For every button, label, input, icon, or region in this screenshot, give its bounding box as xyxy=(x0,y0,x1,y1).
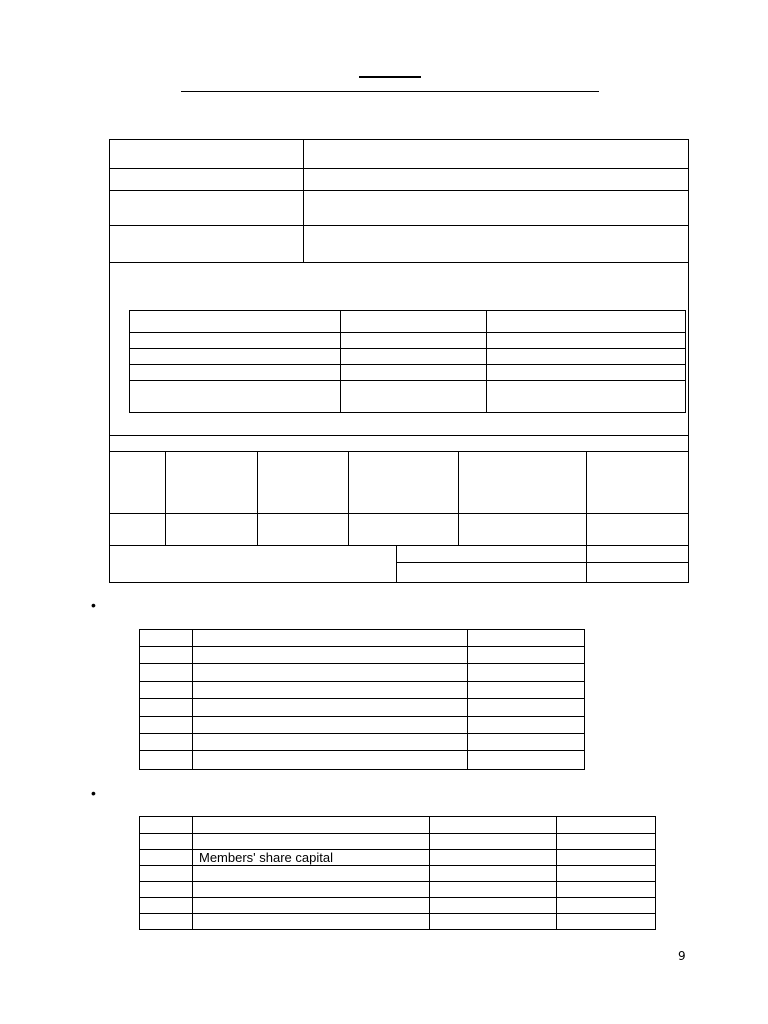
table-cell xyxy=(193,682,468,699)
table-cell xyxy=(468,630,585,647)
table-cell xyxy=(468,751,585,770)
table-cell xyxy=(140,717,193,734)
form-column-divider xyxy=(396,545,397,582)
title-underline xyxy=(359,76,421,78)
table-cell xyxy=(430,834,557,850)
form-row-divider xyxy=(109,435,689,436)
table-cell xyxy=(130,365,341,381)
table-cell xyxy=(140,664,193,682)
table-cell xyxy=(341,349,487,365)
table-cell xyxy=(193,898,430,914)
table-cell xyxy=(130,333,341,349)
page-number: 9 xyxy=(678,949,686,963)
table-cell xyxy=(468,664,585,682)
table-cell xyxy=(140,866,193,882)
table-cell xyxy=(557,914,656,930)
members-share-capital-label: Members' share capital xyxy=(193,850,430,866)
form-column-divider xyxy=(586,545,587,582)
table-cell xyxy=(193,647,468,664)
table-cell xyxy=(487,349,686,365)
table-cell xyxy=(193,699,468,717)
table-cell xyxy=(140,630,193,647)
table-cell xyxy=(193,717,468,734)
table-cell xyxy=(140,751,193,770)
table-cell xyxy=(140,834,193,850)
table-cell xyxy=(193,734,468,751)
table-cell xyxy=(468,699,585,717)
table-cell xyxy=(557,850,656,866)
table-cell xyxy=(468,647,585,664)
form-column-divider xyxy=(303,139,304,263)
table-cell xyxy=(430,914,557,930)
form-row-divider xyxy=(109,545,689,546)
table-cell xyxy=(193,664,468,682)
table-cell xyxy=(130,349,341,365)
form-column-divider xyxy=(165,451,166,546)
form-column-divider xyxy=(257,451,258,546)
form-row-divider xyxy=(109,513,689,514)
table-cell xyxy=(430,817,557,834)
table-cell xyxy=(193,630,468,647)
table-cell xyxy=(193,882,430,898)
table-cell xyxy=(487,365,686,381)
table-cell xyxy=(557,866,656,882)
form-row-divider xyxy=(109,225,689,226)
table-cell xyxy=(557,817,656,834)
table-cell xyxy=(130,381,341,413)
table-cell xyxy=(193,751,468,770)
table-cell xyxy=(140,882,193,898)
table-cell xyxy=(140,647,193,664)
table-cell xyxy=(193,866,430,882)
form-row-divider xyxy=(109,168,689,169)
bullet-point: • xyxy=(91,785,96,801)
table-cell xyxy=(487,381,686,413)
table-cell xyxy=(468,717,585,734)
form-column-divider xyxy=(348,451,349,546)
table-cell xyxy=(430,882,557,898)
table-cell xyxy=(468,682,585,699)
table-cell xyxy=(341,381,487,413)
bulleted-table-1 xyxy=(139,629,585,770)
table-cell xyxy=(140,682,193,699)
share-capital-table xyxy=(139,816,656,930)
table-cell xyxy=(430,898,557,914)
form-column-divider xyxy=(458,451,459,546)
table-cell xyxy=(193,834,430,850)
table-cell xyxy=(140,699,193,717)
header-rule xyxy=(181,91,599,92)
table-cell xyxy=(430,850,557,866)
table-cell xyxy=(140,850,193,866)
table-cell xyxy=(430,866,557,882)
form-row-divider xyxy=(109,451,689,452)
table-cell xyxy=(557,834,656,850)
table-cell xyxy=(557,898,656,914)
form-row-divider xyxy=(396,562,689,563)
form-row-divider xyxy=(109,262,689,263)
inner-table xyxy=(129,310,686,413)
table-cell xyxy=(140,898,193,914)
table-cell xyxy=(557,882,656,898)
table-cell xyxy=(140,817,193,834)
table-cell xyxy=(468,734,585,751)
table-cell xyxy=(487,333,686,349)
table-cell xyxy=(341,365,487,381)
form-row-divider xyxy=(109,190,689,191)
table-cell xyxy=(140,734,193,751)
form-column-divider xyxy=(586,451,587,546)
table-cell xyxy=(487,311,686,333)
table-cell xyxy=(193,914,430,930)
bullet-point: • xyxy=(91,597,96,613)
table-cell xyxy=(140,914,193,930)
table-cell xyxy=(130,311,341,333)
table-cell xyxy=(341,311,487,333)
table-cell xyxy=(193,817,430,834)
table-cell xyxy=(341,333,487,349)
